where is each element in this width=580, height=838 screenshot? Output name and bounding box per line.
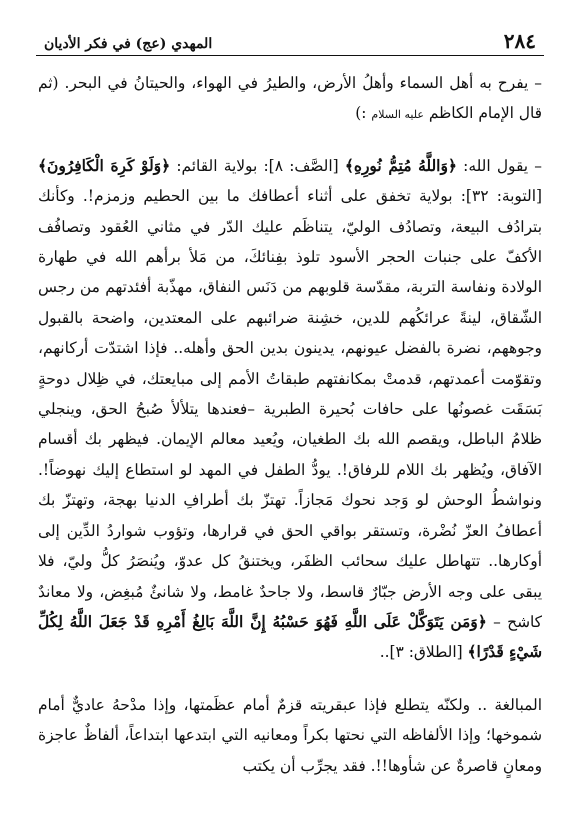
- running-title: المهدي (عج) في فكر الأديان: [44, 36, 213, 52]
- verse-reference-2: [التوبة: ٣٢]:: [460, 187, 542, 206]
- paragraph-3: [36, 690, 544, 781]
- paragraph-1-intro: – يفرح به أهل السماء وأهلُ الأرض، والطيرُ في الهواء، والحيتانُ في البحر. (ثم قال الإمام الكاظم: [38, 74, 542, 123]
- verse-reference-1: [الصَّف: ٨]: بولاية القائم:: [176, 156, 339, 175]
- salutation-glyph: عليه السلام: [371, 108, 424, 122]
- paragraph-2: [36, 151, 544, 668]
- paragraph-2-body: بولاية تخفق على أثناء أعطافك ما بين الحطيم وزمزم!. وكأنك بترادُف البيعة، وتصادُف الوليّ، يتناظَم عليك الدّر في مثاني العُقود وتصافُف الأكفّ على جنبات الحجر الأسود تلوذ بفِنائكَ، من مَلأ برأهم الله في طهارة الولادة ونفاسة التربة، مقدّسة قلوبهم من دَنَس النفاق، مهذّبة أفئدتهم من رجس الشّقاق، لينةً عرائكُهم للدين، خشِنة ضرائبهم على المعتدين، واضحة بالقبول وجوههم، نضرة بالفضل عيونهم، يدينون بدين الحق وأهله.. فإذا اشتدّت أركانهم، وتقوّمت أعمدتهم، قدمتْ بمكانفتهم طبقاتُ الأمم إلى مبايعتك، في ظِلال دوحةٍ بَسَقَت غصونُها على حافات بُحيرة الطبرية –فعندها يتلألأ صُبحُ الحق، وينجلي ظلامُ الباطل، ويقصم الله بك الطغيان، ويُعيد معالم الإيمان. فيظهر بك أقسام الآفاق، ويُظهر بك اللام للرفاق!. يودُّ الطفل في المهد لو استطاع إليك نهوضاً!. ونواشطُ الوحش لو وَجد نحوك مَجازاً. تهتزّ بك أطرافِ الدنيا بهجة، وتهتزّ بك أعطافُ العزّ نُضْرة، وتستقر بواقي الحق في قرارها، وتؤوب شواردُ الدِّين إلى أوكارها.. تتهاطل عليك سحائب الظفَر، ويختنقُ كل عدوّ، ويُنصَرُ كلُّ وليّ، فلا يبقى على وجه الأرض جبّارٌ قاسط، ولا جاحدٌ غامط، ولا شانئٌ مُبغِض، ولا معاندٌ كاشح –: [38, 187, 542, 631]
- paragraph-1-end: :): [355, 104, 367, 123]
- page-number: ٢٨٤: [503, 29, 536, 53]
- verse-reference-3: [الطلاق: ٣]..: [379, 643, 463, 662]
- paragraph-1: [36, 68, 544, 131]
- quran-verse-2: ﴿وَلَوْ كَرِهَ الْكَافِرُونَ﴾: [38, 156, 171, 175]
- paragraph-3-text: المبالغة .. ولكنّه يتطلع فإذا عبقريته قزمٌ أمام عظَمتها، وإذا مدْحهُ عاديٌّ أمام شموخها؛ وإذا الألفاظه التي نحتها بكراً ومعانيه التي ابتدعها ابتداعاً، ألفاظٌ عاجزة ومعانٍ قاصرةٌ عن شأوها!!. فقد يجرِّب أن يكتب: [38, 695, 542, 775]
- quran-verse-1: ﴿وَاللَّهُ مُتِمُّ نُورِهِ﴾: [344, 156, 457, 175]
- paragraph-2-lead: – يقول الله:: [463, 156, 542, 175]
- page-header: [36, 30, 544, 56]
- quran-verse-3: ﴿وَمَن يَتَوَكَّلْ عَلَى اللَّهِ فَهُوَ حَسْبُهُ إِنَّ اللَّهَ بَالِغُ أَمْرِهِ قَدْ جَعَلَ اللَّهُ لِكُلِّ شَيْءٍ قَدْرًا﴾: [38, 612, 542, 662]
